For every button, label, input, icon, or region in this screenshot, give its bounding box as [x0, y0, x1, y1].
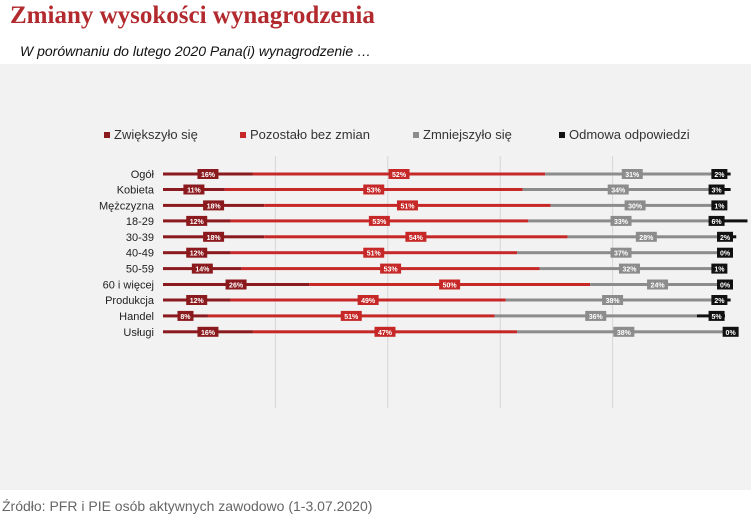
data-label: 16%: [200, 329, 215, 337]
legend-label-pozostalo-bez-zmian: Pozostało bez zmian: [250, 127, 370, 142]
chart-title: Zmiany wysokości wynagrodzenia: [10, 2, 375, 29]
data-label: 28%: [639, 234, 654, 242]
data-label: 2%: [714, 298, 725, 305]
data-label: 54%: [408, 234, 423, 242]
legend-marker-pozostalo-bez-zmian: [240, 132, 246, 138]
data-label: 53%: [366, 187, 381, 195]
data-label: 11%: [187, 187, 201, 195]
category-label: Kobieta: [116, 184, 154, 197]
category-label: 60 i więcej: [102, 279, 154, 292]
legend-label-zmniejszylo-sie: Zmniejszyło się: [423, 127, 512, 142]
data-label: 2%: [719, 234, 731, 242]
data-label: 51%: [400, 203, 415, 211]
data-label: 6%: [711, 218, 722, 226]
category-label: Usługi: [123, 326, 154, 339]
stacked-bar-chart: [0, 64, 751, 490]
category-label: Handel: [119, 310, 154, 323]
data-label: 31%: [625, 172, 640, 179]
data-label: 38%: [605, 298, 620, 305]
data-label: 5%: [711, 313, 722, 321]
category-label: Ogół: [130, 169, 154, 181]
data-label: 8%: [180, 313, 191, 321]
data-label: 12%: [189, 298, 204, 305]
data-label: 51%: [344, 313, 359, 321]
data-label: 34%: [611, 187, 626, 195]
category-label: 18-29: [125, 215, 154, 228]
category-label: Produkcja: [105, 295, 154, 307]
source-note: Źródło: PFR i PIE osób aktywnych zawodowo (1-3.07.2020): [2, 498, 373, 514]
legend-marker-odmowa-odpowiedzi: [559, 132, 565, 138]
data-label: 51%: [366, 250, 381, 258]
legend-marker-zwiekszylo-sie: [104, 132, 110, 138]
data-label: 14%: [195, 266, 210, 274]
data-label: 32%: [622, 266, 637, 274]
data-label: 24%: [650, 282, 665, 290]
legend-label-zwiekszylo-sie: Zwiększyło się: [114, 127, 198, 142]
data-label: 1%: [714, 266, 725, 274]
data-label: 49%: [361, 298, 376, 305]
data-label: 53%: [372, 218, 387, 226]
data-label: 53%: [383, 266, 398, 274]
data-label: 30%: [628, 203, 643, 211]
data-label: 26%: [229, 282, 244, 290]
data-label: 36%: [588, 313, 603, 321]
data-label: 52%: [392, 172, 407, 179]
data-label: 38%: [616, 329, 631, 337]
category-label: 30-39: [125, 231, 154, 244]
data-label: 18%: [206, 203, 221, 211]
data-label: 3%: [711, 187, 722, 195]
data-label: 12%: [189, 218, 204, 226]
legend-label-odmowa-odpowiedzi: Odmowa odpowiedzi: [569, 127, 690, 142]
category-label: Mężczyzna: [98, 200, 154, 213]
data-label: 37%: [614, 250, 629, 258]
category-label: 40-49: [125, 247, 154, 260]
data-label: 50%: [442, 282, 457, 290]
data-label: 47%: [377, 329, 392, 337]
chart-subtitle: W porównaniu do lutego 2020 Pana(i) wynagrodzenie …: [20, 43, 371, 59]
data-label: 0%: [719, 250, 731, 258]
data-label: 0%: [725, 329, 736, 337]
category-label: 50-59: [125, 263, 154, 276]
data-label: 18%: [206, 234, 221, 242]
data-label: 0%: [719, 282, 731, 290]
data-label: 16%: [200, 172, 215, 179]
data-label: 2%: [714, 172, 725, 179]
data-label: 1%: [714, 203, 725, 211]
data-label: 33%: [614, 218, 629, 226]
data-label: 12%: [189, 250, 204, 258]
legend-marker-zmniejszylo-sie: [413, 132, 419, 138]
